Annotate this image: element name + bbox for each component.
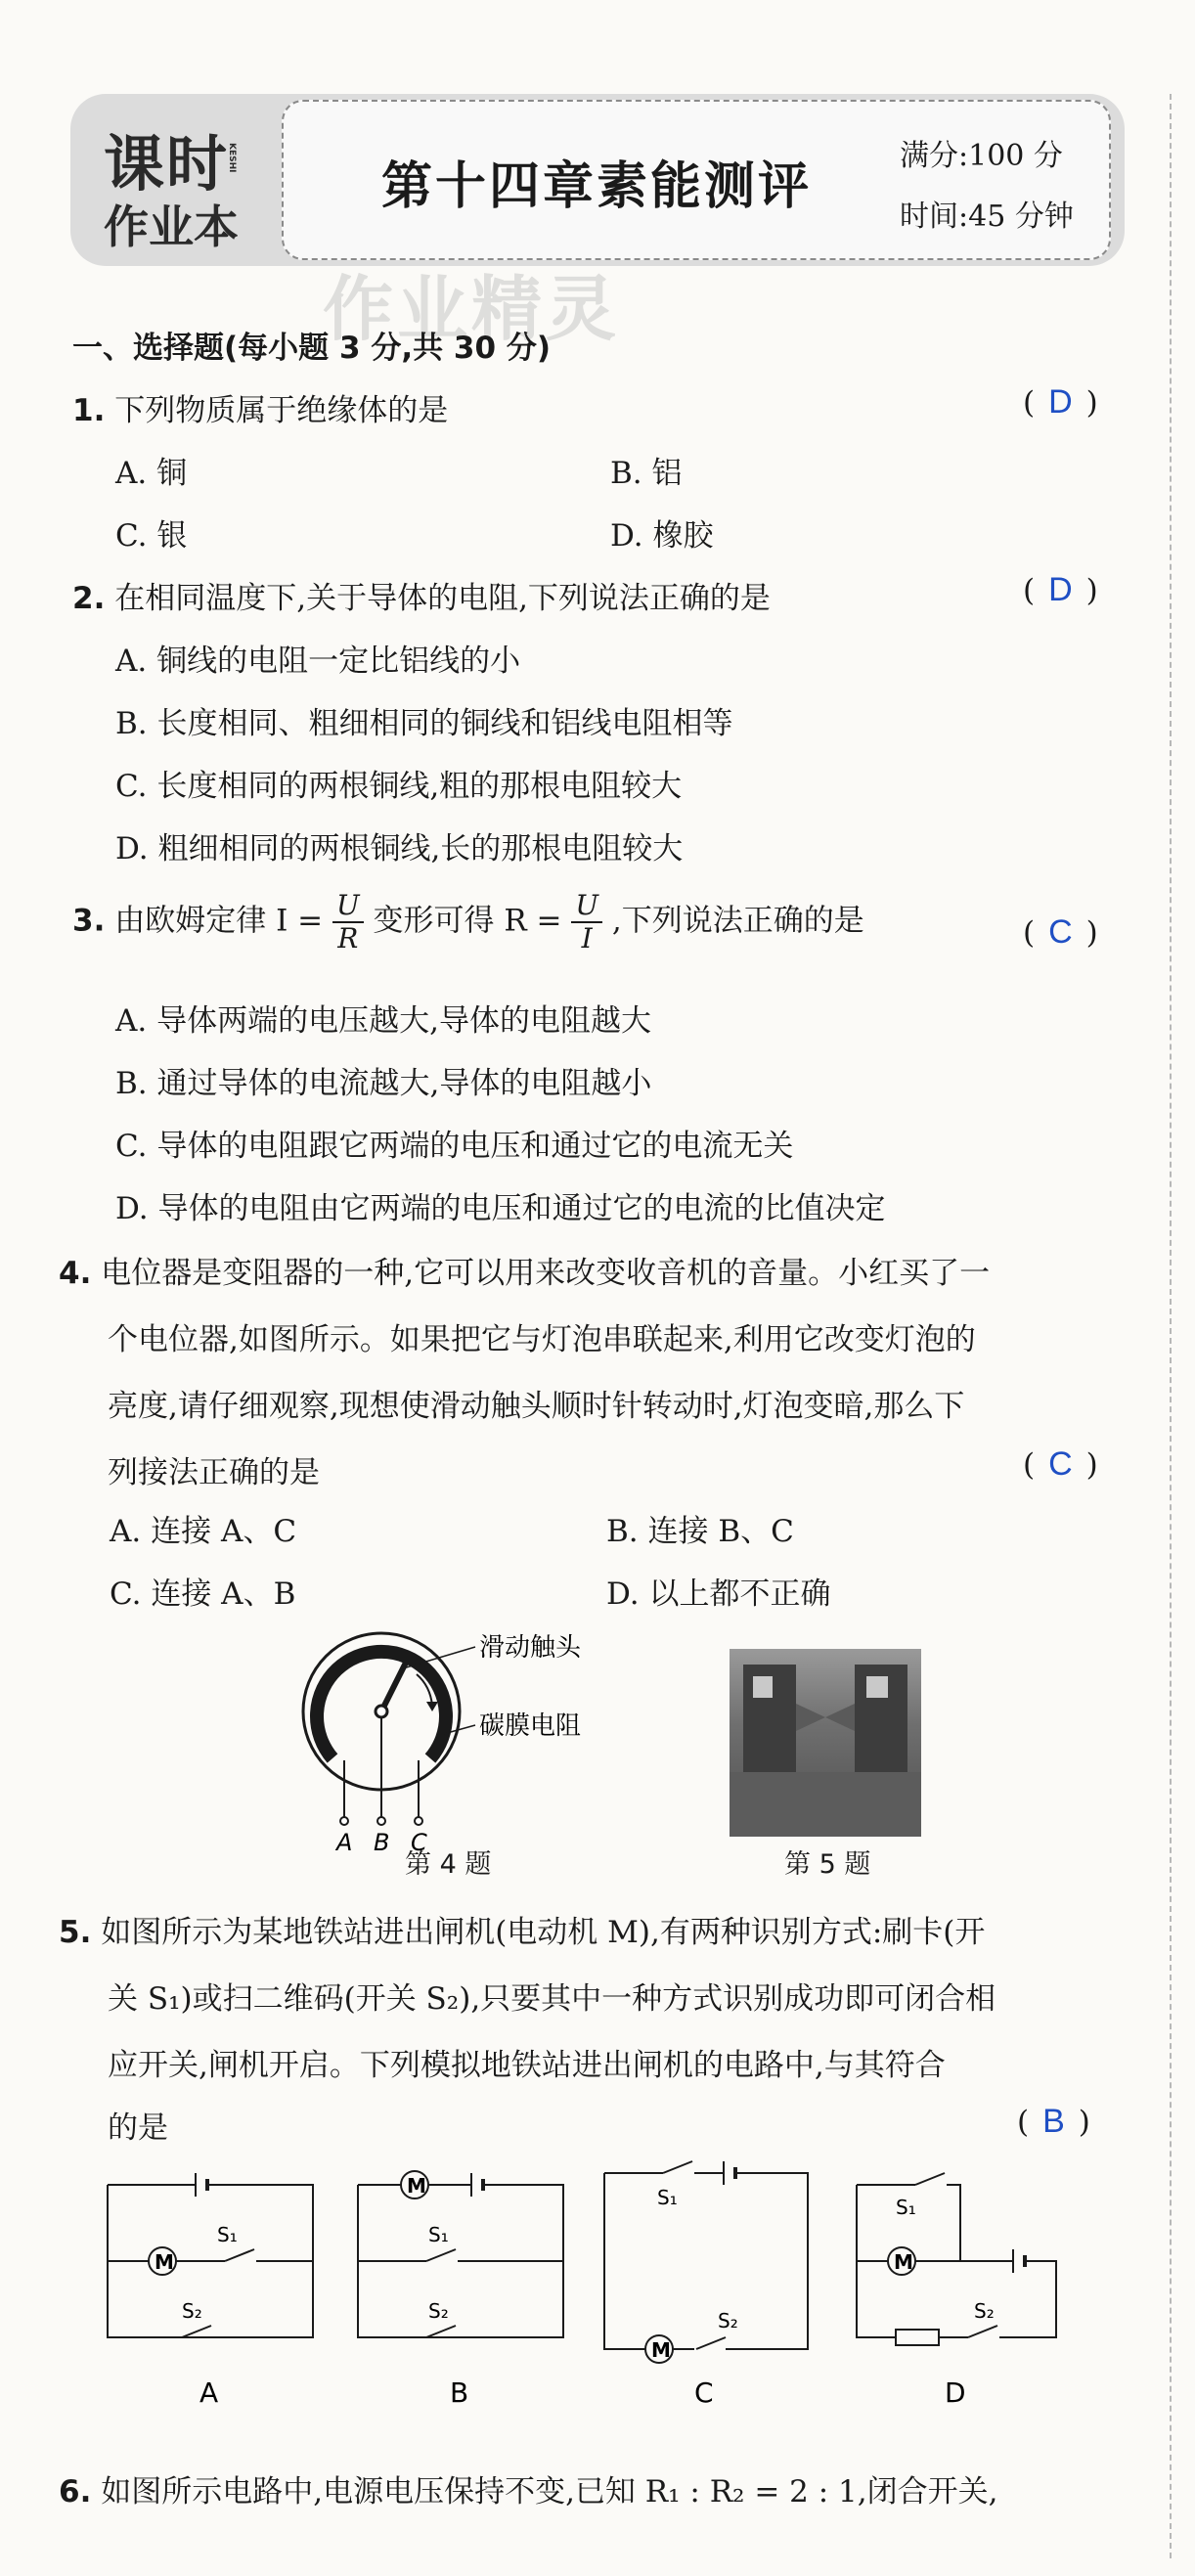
circuit-c-motor-label: M [651,2338,671,2362]
circuit-a-s1 [225,2249,254,2261]
gate-right-flap [825,1704,855,1731]
q3-fraction-1 [332,890,364,955]
q2-number: 2. [72,581,106,616]
q4-option-a: A. 连接 A、C [110,1514,297,1549]
q1-option-a: A. 铜 [115,456,188,491]
q2-stem [72,573,771,617]
full-score: 满分:100 分 [900,139,1063,173]
circuit-b-s1-label: S₁ [428,2223,449,2246]
circuit-b-caption: B [450,2376,469,2409]
circuit-c-wire-left [604,2173,645,2349]
q4-line-2: 个电位器,如图所示。如果把它与灯泡串联起来,利用它改变灯泡的 [108,1322,976,1357]
q4-option-b: B. 连接 B、C [606,1514,794,1549]
q1-stem-text: 下列物质属于绝缘体的是 [114,393,449,428]
watermark: 作业精灵 [323,268,621,350]
slider-pivot [376,1706,387,1717]
subway-gate-drawing [730,1649,921,1837]
q3-stem [72,890,864,955]
circuit-a-motor-label: M [155,2250,174,2274]
section-title: 一、选择题(每小题 3 分,共 30 分) [72,331,551,366]
q4-answer-slot: ( C ) [1023,1445,1098,1483]
gate-right-panel [866,1676,888,1698]
margin-line [1170,94,1172,2558]
gate-left-panel [753,1676,773,1698]
circuit-c-s1-label: S₁ [657,2186,678,2209]
terminal-b-label: B [374,1829,390,1856]
terminal-a [340,1817,348,1825]
q3-answer-slot: ( C ) [1023,913,1098,951]
circuit-d-s2 [968,2326,997,2337]
logo-line1: 课时 [104,128,230,200]
page-title: 第十四章素能测评 [381,157,813,216]
circuit-b-s2-label: S₂ [428,2299,449,2323]
rotation-arrowhead [426,1702,438,1711]
q2-answer: D [1048,571,1073,608]
q4-line-4: 列接法正确的是 [108,1455,320,1490]
q1-number: 1. [72,393,106,428]
q5-line-1-text: 如图所示为某地铁站进出闸机(电动机 M),有两种识别方式:刷卡(开 [101,1915,986,1950]
circuit-d-caption: D [945,2376,966,2409]
floor [730,1772,921,1837]
q6-number: 6. [59,2474,92,2509]
q5-number: 5. [59,1915,92,1950]
q2-stem-text: 在相同温度下,关于导体的电阻,下列说法正确的是 [114,581,771,616]
q3-option-a: A. 导体两端的电压越大,导体的电阻越大 [115,1003,651,1039]
q5-line-2: 关 S₁)或扫二维码(开关 S₂),只要其中一种方式识别成功即可闭合相 [108,1981,996,2017]
circuit-a-s2 [182,2326,211,2337]
q3-stem-a: 由欧姆定律 I = [114,903,324,939]
q2-option-a: A. 铜线的电阻一定比铝线的小 [115,644,521,679]
circuit-c-s2-label: S₂ [718,2309,738,2332]
q4-number: 4. [59,1256,92,1291]
q1-option-c: C. 银 [115,518,188,554]
q3-stem-b: 变形可得 R = [373,903,562,939]
q3-frac1-num: U [332,890,364,923]
q6-stem-text: 如图所示电路中,电源电压保持不变,已知 R₁ : R₂ = 2 : 1,闭合开关, [101,2474,998,2509]
q3-fraction-2 [571,890,602,955]
film-label: 碳膜电阻 [479,1711,582,1741]
q4-figure-caption: 第 4 题 [405,1849,492,1880]
q5-circuits [88,2152,1105,2416]
circuit-d-s2-label: S₂ [974,2299,995,2323]
logo [98,115,262,252]
circuit-d-s1-label: S₁ [896,2196,916,2219]
terminal-a-label: A [336,1829,353,1856]
circuit-c-caption: C [694,2376,714,2409]
q5-line-4: 的是 [108,2110,168,2146]
circuit-c-s2 [696,2337,726,2349]
q4-answer: C [1048,1445,1073,1483]
q3-option-d: D. 导体的电阻由它两端的电压和通过它的电流的比值决定 [115,1191,886,1226]
q2-option-c: C. 长度相同的两根铜线,粗的那根电阻较大 [115,769,683,804]
circuit-d-motor-label: M [894,2250,913,2274]
subway-gate-photo [730,1649,921,1837]
q4-line-1 [59,1248,990,1292]
q5-line-1 [59,1907,985,1951]
circuit-b-s2 [426,2326,456,2337]
potentiometer-figure [284,1623,636,1858]
q1-answer: D [1048,383,1073,421]
q4-option-d: D. 以上都不正确 [606,1577,831,1612]
q3-stem-c: ,下列说法正确的是 [611,903,864,939]
q3-answer: C [1048,913,1073,951]
circuit-b-s1 [426,2249,456,2261]
circuit-a-s1-label: S₁ [217,2223,238,2246]
circuit-a-caption: A [199,2376,219,2409]
terminal-b [377,1817,385,1825]
terminal-c-label: C [411,1829,427,1856]
circuit-b-motor-label: M [407,2174,426,2198]
q5-figure-caption: 第 5 题 [784,1849,871,1880]
circuit-d-resistor [896,2330,939,2345]
q1-option-d: D. 橡胶 [610,518,714,554]
q1-stem [72,385,448,429]
q4-option-c: C. 连接 A、B [110,1577,296,1612]
circuit-d-s1 [915,2173,945,2185]
time-limit: 时间:45 分钟 [900,200,1074,234]
q4-line-1-text: 电位器是变阻器的一种,它可以用来改变收音机的音量。小红买了一 [101,1256,991,1291]
q2-answer-slot: ( D ) [1023,571,1098,608]
q3-number: 3. [72,903,106,939]
q1-option-b: B. 铝 [610,456,683,491]
terminal-c [415,1817,422,1825]
q4-line-3: 亮度,请仔细观察,现想使滑动触头顺时针转动时,灯泡变暗,那么下 [108,1389,965,1424]
q6-stem [59,2466,997,2510]
q3-frac2-den: I [581,922,593,955]
circuit-d-wire-right [999,2261,1056,2337]
q3-option-c: C. 导体的电阻跟它两端的电压和通过它的电流无关 [115,1129,794,1164]
q3-option-b: B. 通过导体的电流越大,导体的电阻越小 [115,1066,652,1101]
q2-option-d: D. 粗细相同的两根铜线,长的那根电阻较大 [115,831,684,866]
circuit-d-wire-top-right [947,2185,960,2261]
circuit-b [358,2171,563,2337]
q5-answer-slot: ( B ) [1017,2103,1090,2140]
q3-frac1-den: R [337,922,359,955]
circuit-a [108,2173,313,2337]
logo-tiny: KESHI [227,143,237,173]
slider-arm [381,1657,409,1711]
circuit-c-s1 [663,2161,692,2173]
q1-answer-slot: ( D ) [1023,383,1098,421]
logo-line2: 作业本 [104,200,239,253]
slider-label: 滑动触头 [479,1633,582,1663]
q5-answer: B [1042,2103,1065,2140]
circuit-c [604,2161,808,2363]
gate-left-flap [796,1704,825,1731]
circuit-a-s2-label: S₂ [182,2299,202,2323]
q2-option-b: B. 长度相同、粗细相同的铜线和铝线电阻相等 [115,706,733,741]
q5-line-3: 应开关,闸机开启。下列模拟地铁站进出闸机的电路中,与其符合 [108,2048,946,2083]
circuit-d [857,2173,1056,2345]
q3-frac2-num: U [571,890,602,923]
